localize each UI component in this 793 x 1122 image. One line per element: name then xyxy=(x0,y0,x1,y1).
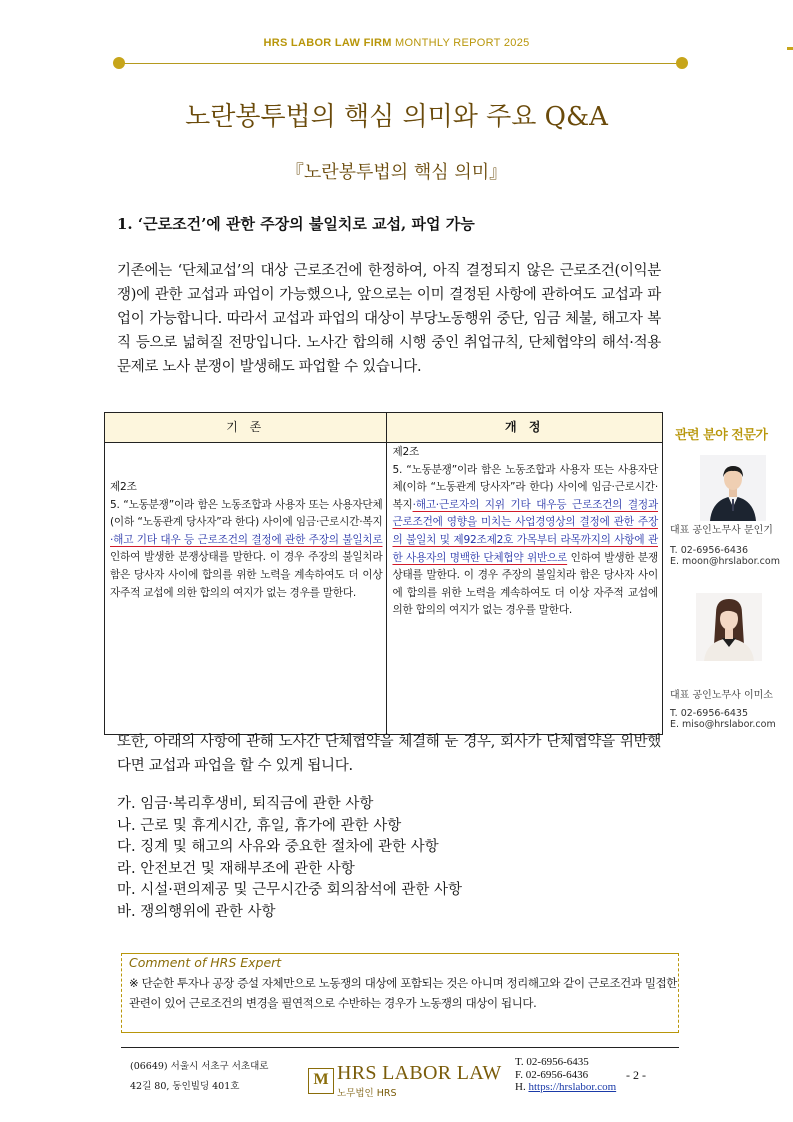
old-highlight: ·해고 기타 대우 등 근로조건의 결정에 관한 주장의 불일치로 xyxy=(110,533,383,546)
page-title: 노란봉투법의 핵심 의미와 주요 Q&A xyxy=(185,102,608,132)
list-item: 라. 안전보건 및 재해부조에 관한 사항 xyxy=(117,860,355,877)
list-item: 바. 쟁의행위에 관한 사항 xyxy=(117,903,276,920)
footer-tel: T. 02-6956-6435 xyxy=(515,1056,589,1068)
list-item: 가. 임금·복리후생비, 퇴직금에 관한 사항 xyxy=(117,796,374,812)
comparison-table xyxy=(104,412,663,735)
expert-name-moon: 대표 공인노무사 문인기 xyxy=(670,525,773,536)
item-heading: 1. ‘근로조건’에 관한 주장의 불일치로 교섭, 파업 가능 xyxy=(117,215,475,233)
old-article: 제2조 xyxy=(110,481,137,493)
homepage-link[interactable]: https://hrslabor.com xyxy=(528,1081,617,1093)
footer-fax: F. 02-6956-6436 xyxy=(515,1068,589,1081)
logo-mark-icon: M xyxy=(308,1068,334,1094)
list-item: 나. 근로 및 휴게시간, 휴일, 휴가에 관한 사항 xyxy=(117,817,402,834)
new-article: 제2조 xyxy=(392,446,420,458)
col-header-new: 개 정 xyxy=(387,413,663,443)
new-highlight: ·해고·근로자의 지위 기타 대우등 근로조건의 결정과 근로조건에 영향을 미치는 사업경영상의 결정에 관한 주장의 불일치 및 제92조제2호 가목부터 라목까지의 사항에 관한 사용자의 명백한 단체협약 위반으로 xyxy=(392,498,658,564)
logo-subtitle: 노무법인 HRS xyxy=(337,1088,397,1099)
footer-contact: T. 02-6956-6435 F. 02-6956-6436 H. https://hrslabor.com xyxy=(515,1056,617,1093)
report-header xyxy=(0,37,793,49)
header-divider xyxy=(117,63,683,64)
new-text: 5. “노동분쟁”이라 함은 노동조합과 사용자 또는 사용자단체(이하 “노동관계 당사자”라 한다) 사이에 임금·근로시간·복지·해고·근로자의 지위 기타 대우등 근로조건의 결정과 근로조건에 영향을 미치는 사업경영상의 결정에 관한 주장의 불일치 및 제92조제2호 가목부터 라목까지의 사항에 관한 사용자의 명백한 단체협약 위반으로 인하여 발생한 분쟁상태를 말한다. 이 경우 주장의 불일치라 함은 당사자 사이에 합의를 위한 노력을 계속하여도 더 이상 자주적 교섭에 의한 합의의 여지가 없는 경우를 말한다. xyxy=(392,463,658,617)
comment-text: ※ 단순한 투자나 공장 증설 자체만으로 노동쟁의 대상에 포함되는 것은 아니며 정리해고와 같이 근로조건과 밀접한 관련이 있어 근로조건의 변경을 필연적으로 수반하는 경우가 노동쟁의 대상이 됩니다. xyxy=(129,976,677,1010)
intro-paragraph: 기존에는 ‘단체교섭’의 대상 근로조건에 한정하여, 아직 결정되지 않은 근로조건(이익분쟁)에 관한 교섭과 파업이 가능했으나, 앞으로는 이미 결정된 사항에 관하여도 교섭과 파업이 가능합니다. 따라서 교섭과 파업의 대상이 부당노동행위 중단, 임금 체불, 해고자 복직 등으로 넓혀질 전망입니다. 노사간 합의해 시행 중인 취업규칙, 단체협약의 해석·적용 문제로 노사 분쟁이 발생해도 파업할 수 있습니다. xyxy=(117,263,661,375)
divider-dot-right xyxy=(676,57,688,69)
logo-name: HRS LABOR LAW xyxy=(337,1062,502,1084)
expert-comment-box xyxy=(121,953,679,1033)
second-paragraph: 또한, 아래의 사항에 관해 노사간 단체협약을 체결해 둔 경우, 회사가 단체협약을 위반했다면 교섭과 파업을 할 수 있게 됩니다. xyxy=(117,734,661,774)
expert-photo-moon xyxy=(700,455,766,521)
list-item: 마. 시설·편의제공 및 근무시간중 회의참석에 관한 사항 xyxy=(117,882,463,898)
page-number: - 2 - xyxy=(626,1068,646,1082)
header-subtitle: MONTHLY REPORT 2025 xyxy=(395,37,530,49)
old-law-cell xyxy=(105,443,387,735)
old-text: 5. “노동분쟁”이라 함은 노동조합과 사용자 또는 사용자단체(이하 “노동관계 당사자”라 한다) 사이에 임금·근로시간·복지·해고 기타 대우 등 근로조건의 결정에 관한 주장의 불일치로 인하여 발생한 분쟁상태를 말한다. 이 경우 주장의 불일치라 함은 당사자 사이에 합의를 위한 노력을 계속하여도 더 이상 자주적 교섭에 의한 합의의 여지가 없는 경우를 말한다. xyxy=(110,498,383,599)
header-brand: HRS LABOR LAW FIRM xyxy=(263,37,392,49)
matters-list xyxy=(117,794,661,923)
col-header-old: 기 존 xyxy=(105,413,387,443)
list-item: 다. 징계 및 해고의 사유와 중요한 절차에 관한 사항 xyxy=(117,839,439,855)
section-title: 『노란봉투법의 핵심 의미』 xyxy=(285,162,508,183)
expert-contact-moon: T. 02-6956-6436 E. moon@hrslabor.com xyxy=(670,545,780,567)
footer-address: (06649) 서울시 서초구 서초대로 42길 80, 동인빌딩 401호 xyxy=(130,1061,269,1092)
expert-photo-lee xyxy=(696,593,762,661)
side-accent xyxy=(787,47,793,50)
comment-title: Comment of HRS Expert xyxy=(129,955,282,970)
footer-divider xyxy=(121,1047,679,1048)
expert-contact-lee: T. 02-6956-6435 E. miso@hrslabor.com xyxy=(670,708,776,730)
expert-name-lee: 대표 공인노무사 이미소 xyxy=(670,690,773,701)
divider-dot-left xyxy=(113,57,125,69)
new-law-cell xyxy=(387,443,663,735)
experts-title: 관련 분야 전문가 xyxy=(675,428,768,443)
